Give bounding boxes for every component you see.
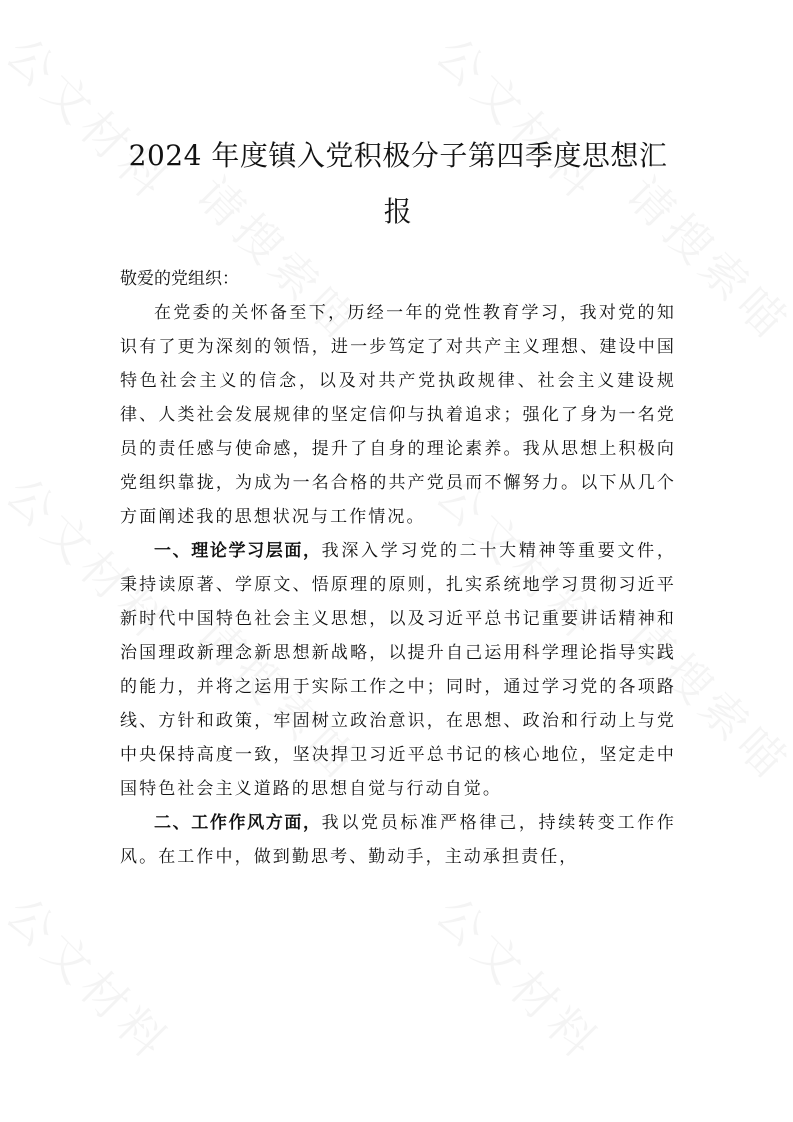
paragraph-text: 我以党员标准严格律己，持续转变工作作风。在工作中，做到勤思考、勤动手，主动承担责任， [120,813,676,867]
paragraph-theory-study [120,534,676,806]
paragraph-text: 在党委的关怀备至下，历经一年的党性教育学习，我对党的知识有了更为深刻的领悟，进一步笃定了对共产主义理想、建设中国特色社会主义的信念，以及对共产党执政规律、社会主义建设规律、人类社会发展规律的坚定信仰与执着追求；强化了身为一名党员的责任感与使命感，提升了自身的理论素养。我从思想上积极向党组织靠拢，为成为一名合格的共产党员而不懈努力。以下从几个方面阐述我的思想状况与工作情况。 [120,303,676,527]
title-line-2: 报 [383,195,413,228]
paragraph-heading: 二、工作作风方面， [154,813,322,833]
paragraph-heading: 一、理论学习层面， [154,541,322,561]
watermark-text [0,880,187,1074]
salutation: 敬爱的党组织： [120,269,239,289]
paragraph-text: 我深入学习党的二十大精神等重要文件，秉持读原著、学原文、悟原理的原则，扎实系统地学习贯彻习近平新时代中国特色社会主义思想，以及习近平总书记重要讲话精神和治国理政新理念新思想新战略，以提升自己运用科学理论指导实践的能力，并将之运用于实际工作之中；同时，通过学习党的各项路线、方针和政策，牢固树立政治意识，在思想、政治和行动上与党中央保持高度一致，坚决捍卫习近平总书记的核心地位，坚定走中国特色社会主义道路的思想自觉与行动自觉。 [120,541,676,799]
watermark-text [423,880,617,1074]
document-page [120,128,676,874]
paragraph-intro [120,296,676,534]
title-line-1: 2024 年度镇入党积极分子第四季度思想汇 [128,139,668,172]
paragraph-work-style [120,806,676,874]
document-title [120,128,676,240]
